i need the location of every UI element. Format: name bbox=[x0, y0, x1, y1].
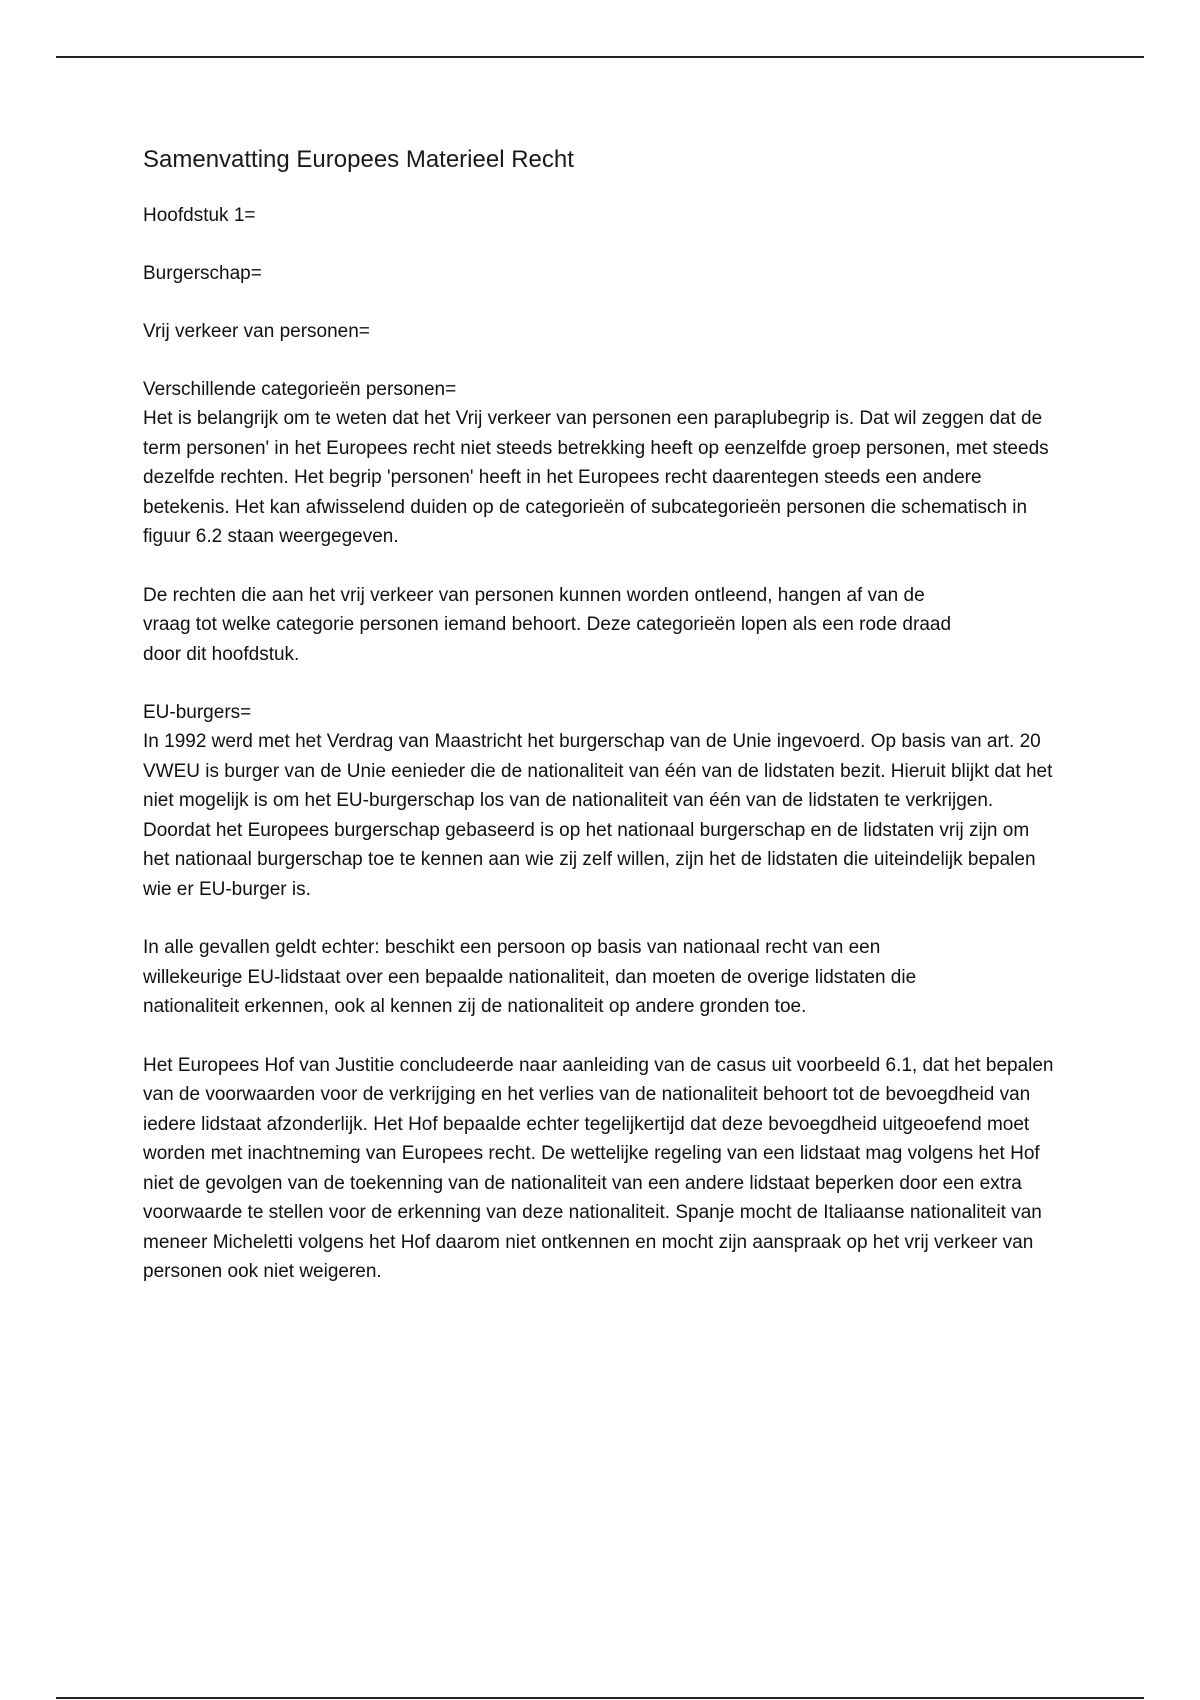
document-title: Samenvatting Europees Materieel Recht bbox=[143, 146, 574, 173]
heading-free-movement: Vrij verkeer van personen= bbox=[143, 321, 370, 342]
heading-chapter: Hoofdstuk 1= bbox=[143, 205, 256, 226]
heading-eu-citizens: EU-burgers= bbox=[143, 702, 252, 723]
heading-categories: Verschillende categorieën personen= bbox=[143, 379, 457, 400]
top-rule bbox=[56, 56, 1144, 58]
bottom-rule bbox=[56, 1697, 1144, 1699]
paragraph-eu-citizens-intro: In 1992 werd met het Verdrag van Maastricht het burgerschap van de Unie ingevoerd. Op basis van art. 20 VWEU is burger van de Unie eenieder die de nationaliteit van één van de lidstaten bezit. Hieruit blijkt dat het niet mogelijk is om het EU-burgerschap los van de nationaliteit van één van de lidstaten te verkrijgen. Doordat het Europees burgerschap gebaseerd is op het nationaal burgerschap en de lidstaten vrij zijn om het nationaal burgerschap toe te kennen aan wie zij zelf willen, zijn het de lidstaten die uiteindelijk bepalen wie er EU-burger is. bbox=[143, 731, 1053, 900]
paragraph-court-ruling: Het Europees Hof van Justitie concludeerde naar aanleiding van de casus uit voorbeeld 6.1, dat het bepalen van de voorwaarden voor de verkrijging en het verlies van de nationaliteit behoort tot de bevoegdheid van iedere lidstaat afzonderlijk. Het Hof bepaalde echter tegelijkertijd dat deze bevoegdheid uitgeoefend moet worden met inachtneming van Europees recht. De wettelijke regeling van een lidstaat mag volgens het Hof niet de gevolgen van de toekenning van de nationaliteit van een andere lidstaat beperken door een extra voorwaarde te stellen voor de erkenning van deze nationaliteit. Spanje mocht de Italiaanse nationaliteit van meneer Micheletti volgens het Hof daarom niet ontkennen en mocht zijn aanspraak op het vrij verkeer van personen ook niet weigeren. bbox=[143, 1054, 1054, 1282]
paragraph-eu-citizens-recognition: In alle gevallen geldt echter: beschikt een persoon op basis van nationaal recht van een willekeurige EU-lidstaat over een bepaalde nationaliteit, dan moeten de overige lidstaten die nationaliteit erkennen, ook al kennen zij de nationaliteit op andere gronden toe. bbox=[143, 937, 917, 1017]
paragraph-categories-intro: Het is belangrijk om te weten dat het Vrij verkeer van personen een paraplubegrip is. Dat wil zeggen dat de term personen' in het Europees recht niet steeds betrekking heeft op eenzelfde groep personen, met steeds dezelfde rechten. Het begrip 'personen' heeft in het Europees recht daarentegen steeds een andere betekenis. Het kan afwisselend duiden op de categorieën of subcategorieën personen die schematisch in figuur 6.2 staan weergegeven. bbox=[143, 408, 1049, 547]
paragraph-categories-rights: De rechten die aan het vrij verkeer van personen kunnen worden ontleend, hangen af van de vraag tot welke categorie personen iemand behoort. Deze categorieën lopen als een rode draad door dit hoofdstuk. bbox=[143, 584, 952, 665]
document-body bbox=[143, 143, 1063, 1287]
heading-citizenship: Burgerschap= bbox=[143, 263, 262, 284]
